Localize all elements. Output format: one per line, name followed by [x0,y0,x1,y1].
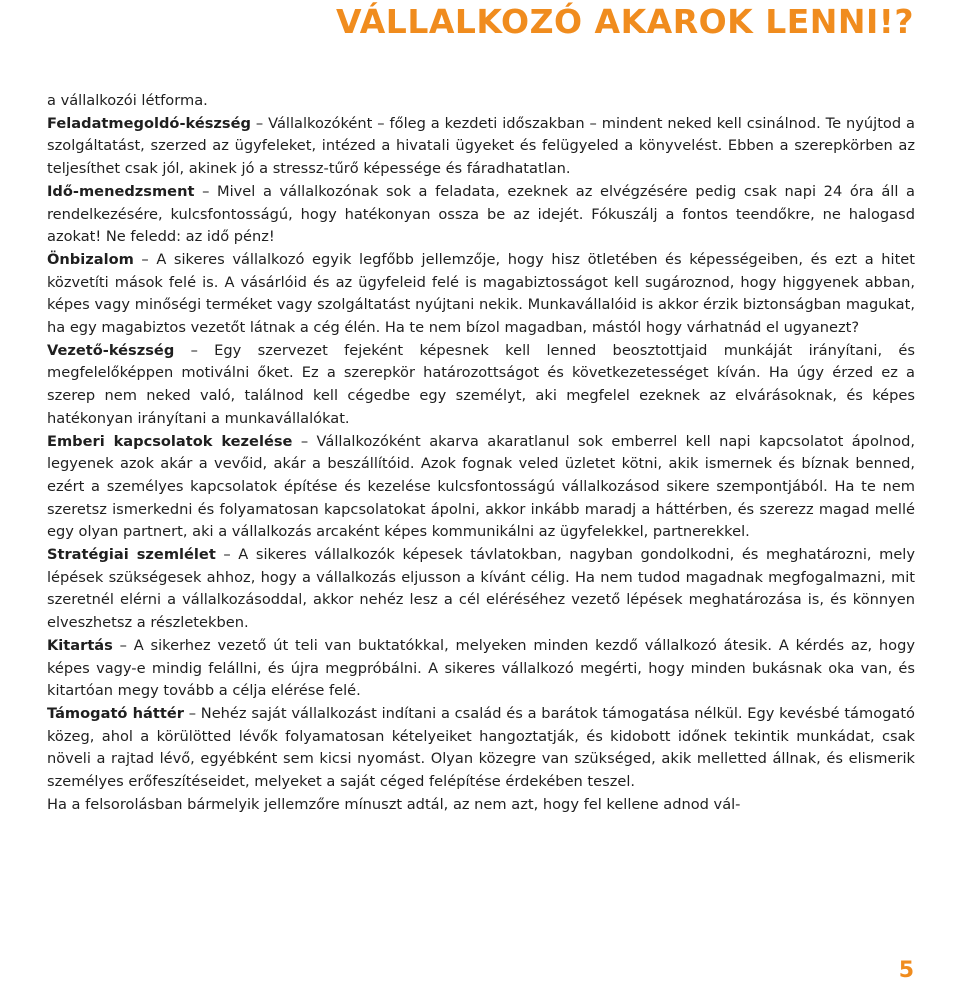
trait-term: Kitartás [47,636,113,654]
trait-term: Vezető-készség [47,341,175,359]
trait-paragraph [47,113,915,181]
page-number: 5 [898,958,914,983]
trait-paragraph [47,635,915,703]
trait-term: Támogató háttér [47,704,184,722]
intro-paragraph: a vállalkozói létforma. [47,92,208,109]
trait-term: Stratégiai szemlélet [47,546,216,564]
trait-term: Idő-menedzsment [47,182,195,200]
trait-paragraph [47,249,915,340]
trait-paragraph [47,181,915,249]
trait-term: Emberi kapcsolatok kezelése [47,432,293,450]
trait-description: – Mivel a vállalkozónak sok a feladata, ezeknek az elvégzésére pedig csak napi 24 óra áll a rendelkezésére, kulcsfontosságú, hogy hatékonyan ossza be az idejét. Fókuszálj a fontos teendőkre, ne halogasd azokat! Ne feledd: az idő pénz! [47,182,915,246]
trait-paragraph [47,703,915,794]
trait-term: Feladatmegoldó-készség [47,114,251,132]
trait-description: – A sikerhez vezető út teli van buktatókkal, melyeken minden kezdő vállalkozó átesik. A kérdés az, hogy képes vagy-e mindig felállni, és újra megpróbálni. A sikeres vállalkozó megérti, hogy minden bukásnak oka van, és kitartóan megy tovább a célja elérése felé. [47,636,915,700]
trait-paragraph [47,544,915,635]
article-body [47,90,915,817]
trait-description: – Vállalkozóként – főleg a kezdeti időszakban – mindent neked kell csinálnod. Te nyújtod a szolgáltatást, szerzed az ügyfeleket, intézed a hivatali ügyeket és felügyeled a könyvelést. Ebben a szerepkörben az teljesíthet csak jól, akinek jó a stressz-tűrő képessége és fáradhatatlan. [47,114,915,178]
trait-term: Önbizalom [47,250,134,268]
trait-description: – A sikeres vállalkozó egyik legfőbb jellemzője, hogy hisz ötletében és képességeiben, és ezt a hitet közvetíti mások felé is. A vásárlóid és az ügyfeleid felé is magabiztosságot kell sugároznod, hogy higgyenek abban, képes vagy minőségi terméket vagy szolgáltatást nyújtani nekik. Munkavállalóid is akkor érzik biztonságban magukat, ha egy magabiztos vezetőt látnak a cég élén. Ha te nem bízol magadban, mástól hogy várhatnád el ugyanezt? [47,250,915,337]
trait-paragraph [47,431,915,545]
outro-paragraph: Ha a felsorolásban bármelyik jellemzőre mínuszt adtál, az nem azt, hogy fel kellene adnod vál- [47,795,741,813]
trait-description: – Nehéz saját vállalkozást indítani a család és a barátok támogatása nélkül. Egy kevésbé támogató közeg, ahol a körülötted lévők folyamatosan kételyeiket hangoztatják, és kidobott időnek tekintik munkádat, csak növeli a rajtad lévő, egyébként sem kicsi nyomást. Olyan közegre van szükséged, akik melletted állnak, és elismerik személyes erőfeszítéseidet, melyeket a saját céged felépítése érdekében teszel. [47,704,915,791]
trait-description: – Vállalkozóként akarva akaratlanul sok emberrel kell napi kapcsolatot ápolnod, legyenek azok akár a vevőid, akár a beszállítóid. Azok fognak veled üzletet kötni, akik ismernek és bíznak benned, ezért a személyes kapcsolatok építése és kezelése kulcsfontosságú vállalkozásod sikere szempontjából. Ha te nem szeretsz ismerkedni és folyamatosan kapcsolatokat ápolni, akkor inkább maradj a háttérben, és szerezz magad mellé egy olyan partnert, aki a vállalkozás arcaként képes kommunikálni az ügyfelekkel, partnerekkel. [47,432,916,541]
page-title: VÁLLALKOZÓ AKAROK LENNI!? [335,2,914,41]
trait-description: – A sikeres vállalkozók képesek távlatokban, nagyban gondolkodni, és meghatározni, mely lépések szükségesek ahhoz, hogy a vállalkozás eljusson a kívánt célig. Ha nem tudod magadnak megfogalmazni, mit szeretnél elérni a vállalkozásoddal, akkor nehéz lesz a cél eléréséhez vezető lépések meghatározása is, és könnyen elveszhetsz a részletekben. [47,546,915,632]
trait-paragraph [47,340,915,431]
trait-description: – Egy szervezet fejeként képesnek kell lenned beosztottjaid munkáját irányítani, és megfelelőképpen motiválni őket. Ez a szerepkör határozottságot és következetességet kíván. Ha úgy érzed ez a szerep nem neked való, találnod kell cégedbe egy személyt, aki megfelel ezeknek az elvárásoknak, és képes hatékonyan irányítani a munkavállalókat. [47,341,915,427]
